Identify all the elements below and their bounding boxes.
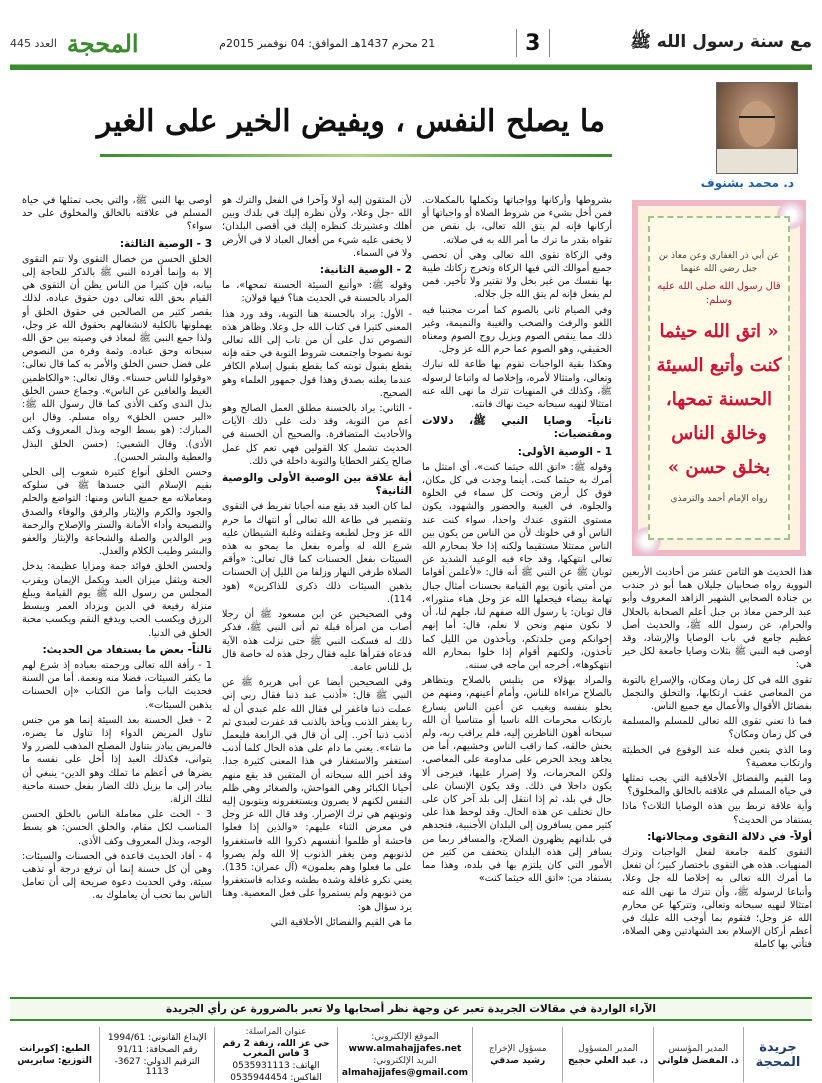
paragraph: وأية علاقة تربط بين هذه الوصايا الثلاث؟ ماذا يستفاد من الحديث؟ (622, 801, 812, 826)
column-4 (22, 194, 212, 989)
footer-address (214, 1027, 337, 1082)
author-photo (716, 82, 798, 174)
hadith-source: رواه الإمام أحمد والترمذي (670, 493, 768, 504)
section-heading: أية علاقة بين الوصية الأولى والوصية الثانية؟ (222, 472, 412, 498)
section-heading: أولاً- في دلالة التقوى ومجالاتها: (647, 830, 812, 843)
paragraph: وما الذي يتعين فعله عند الوقوع في الخطيئة وارتكاب معصية؟ (622, 744, 812, 769)
sub-heading: 2 - الوصية الثانية: (319, 264, 412, 277)
paragraph: بشروطها وأركانها وواجباتها وتكملها بالمكملات. فمن أخل بشيء من شروط الصلاة أو واجباتها أو أركانها فإنه لم يتق الله تعالى، بل نقص من تقواه بقدر ما ترك ما أمر الله به في صلاته. (422, 195, 612, 246)
list-item: 4 - أفاد الحديث قاعدة في الحسنات والسيئات: وهي أن كل حسنة إنما أن ترفع درجة أو تذهب سيئة، وفي الحديث دعوة صريحة إلى أن تعامل الناس بما تحب أن يعاملوك به. (22, 850, 212, 902)
footer-director (653, 1027, 743, 1082)
manager-label: المدير المسؤول (578, 1043, 638, 1054)
newspaper-logo: المحجة (66, 28, 139, 58)
director-name: ذ. المفضل فلواتي (657, 1055, 739, 1066)
web-label: الموقع الإلكتروني: (371, 1031, 439, 1042)
list-item: 3 - الحث على معاملة الناس بالخلق الحسن المناسب لكل مقام، والخلق الحسن: هو بسط الوجه، وبذل المعروف وكف الأذى. (22, 809, 212, 847)
paragraph: ولحسن الخلق فوائد جمة ومزايا عظيمة: يدخل الجنة ويثقل ميزان العبد ويكمل الإيمان ويقرب المجلس من رسول الله ﷺ يوم القيامة ويبلغ منزلة رفيعة في الدين ويزداد العمر ويبسط الرزق ويكسب الحب ويدفع النقم ويكسب محبة الخلق في الدنيا. (22, 561, 212, 639)
paragraph: وقوله ﷺ: «اتق الله حيثما كنت»، أي امتثل ما أمرك به حيثما كنت، أينما وجدت في كل مكان، فوق كل أرض وتحت كل سماء في الخلوة والجلوة، في الغيبة والحضور والشهود، يكون مستوى التقوى عندك واحدا، سواء كنت عند الناس أو في خلوتك لأن من الناس من يكون بين الناس ممتثلا مستقيما ولكنه إذا خلا بمحارم الله تعالى انتهكها، وقد جاء فيه الوعيد الشديد عن ثوبان ﷺ عن النبي ﷺ أنه قال: «لأعلمن أقواما من أمتي يأتون يوم القيامة بحسنات أمثال جبال تهامة بيضاء فيجعلها الله عز وجل هباء منثورا»، قال ثوبان: يا رسول الله صفهم لنا، جلهم لنا، أن لا نكون منهم ونحن لا نعلم، قال: أما إنهم إخوانكم ومن جلدتكم، ويأخذون من الليل كما تأخذون، ولكنهم أقوام إذا خلوا بمحارم الله انتهكوها»، أخرجه ابن ماجه في سننه. (422, 461, 612, 671)
paragraph: وفي الصحيحين أيضا عن أبي هريرة ﷺ عن النبي ﷺ قال: «أذنب عبد ذنبا فقال ربي إني عملت ذنبا فاغفر لي فقال الله علم عبدي أن له ربا يغفر الذنب ويأخذ بالذنب قد غفرت لعبدي ثم أذنب ذنبا آخر.. إلى أن قال في الرابعة فليعمل ما شاء». يعني ما دام على هذه الحال كلما أذنب استغفر والاستغفار في هذا المعنى كثيرة جدا. وقد أخبر الله سبحانه أن المتقين قد يقع منهم أحيانا الكبائر وهي الفواحش، والصغائر وهي ظلم النفس لكنهم لا يصرون ويستغفرونه ويتوبون إليه وتوبتهم هي ترك الإصرار. وقد قال الله عز وجل في معرض الثناء عليهم: «والذين إذا فعلوا فاحشة أو ظلموا أنفسهم ذكروا الله فاستغفروا لذنوبهم ومن يغفر الذنوب إلا الله ولم يصروا على ما فعلوا وهم يعلمون» (آل عمران: 135). يعني تكرو غافلة وشدة بطشه وعذابه فاستغفروا من ذنوبهم ولم يستمروا على فعل المعصية. وهنا يرد سؤال هو: (222, 677, 412, 913)
list-item: 2 - فعل الحسنة بعد السيئة إنما هو من جنس تناول المريض الدواء إذا تناول ما يضره، فالمريض يبادر بتناول المصلح المذهب للضرر ولا يتوانى، فكذلك العبد إذا أخل على نفسه ما يضرها في أعظم ما تملك وهو الدين- ينبغي أن يبادر إلى ما يزيل ذلك الضار بفعل حسنة ماحية لتلك الزلة. (22, 714, 212, 805)
hadith-box (632, 200, 806, 556)
paragraph: أوصى بها النبي ﷺ، والتي يجب تمثلها في حياة المسلم في علاقته بالخالق والمخلوق على حد سواء؟ (22, 195, 212, 233)
print-text: الطبع: إكوبرانت (19, 1043, 91, 1054)
layout-label: مسؤول الإخراج (488, 1043, 547, 1054)
paragraph: - الأول: يراد بالحسنة هنا التوبة، وقد ورد هذا المعنى كثيرا في كتاب الله جل وعلا. وظاهر هذه النصوص تدل على أن من تاب إلى الله تعالى توبة نصوحا واجتمعت شروط التوبة في حقه فإنه يقطع بقبول توبته كما يقطع بقبول إسلام الكافر عندما يعلنه بصدق وهذا قول جمهور العلماء وهو الصحيح. (222, 308, 412, 399)
column-3 (222, 194, 412, 989)
issn-text: الترقيم الدولي: 3627-1113 (114, 1056, 200, 1077)
article-header (10, 76, 812, 194)
photo-shirt (717, 149, 797, 173)
phone-text: الهاتف: 0535931113 (232, 1060, 320, 1071)
paragraph: التقوى كلمة جامعة لفعل الواجبات وترك المنهيات. هذه هي التقوى باختصار كبير؛ أن تفعل ما أمرك الله تعالى به إخلاصا لله جل وعلا، وأتباعا لرسوله ﷺ، وأن تترك ما نهى الله عنه امتثالا لنهيه سبحانه وتعالى، وتتركها عن محارم الله عز وجل؛ فتقوم بما أوجب الله عليك في أعظم أركان الإسلام بعد الشهادتين وهي الصلاة، فتأتي بها كاملة (622, 847, 812, 951)
paragraph: الخلق الحسن من خصال التقوى ولا تتم التقوى إلا به وإنما أفرده النبي ﷺ بالذكر للحاجة إلى بيانه، فإن كثيرا من الناس يظن أن التقوى هي القيام بحق الله تعالى دون حقوق عباده، لذلك يقصر كثير من الصالحين في حقوق الخلق أو يهملونها بالكلية لانشغالهم بحقوق الله عز وجل، ولذا جمع النبي ﷺ لمعاذ في وصيته بين حق الله سبحانه وحق عباده. وثمة وفرة من النصوص على فضل حسن الخلق والأمر به كما قال تعالى: «وقولوا للناس حسنا». وقال تعالى: «والكاظمين الغيظ والعافين عن الناس». وجماع حسن الخلق بذل الندى وكف الأذى كما قال رسول الله ﷺ: «البر حسن الخلق» رواه مسلم. وقال ابن المبارك: (هو بسط الوجه وبذل المعروف وكف الأذى). وقال الشعبي: (حسن الخلق البذل والعطية والبشر الحسن). (22, 253, 212, 463)
sub-heading: 3 - الوصية الثالثة: (119, 237, 212, 250)
paragraph: هذا الحديث هو الثامن عشر من أحاديث الأربعين النووية رواه صحابيان جليلان هما أبو ذر جندب بن جنادة الصحابي الشهير الزاهد المعروف وأبو عبد الرحمن معاذ بن جبل أعلم الصحابة بالحلال والحرام، عن رسول الله ﷺ، والحديث أصل عظيم جامع في باب الوصايا والإرشاد، وقد أوصى فيه النبي ﷺ بثلاث وصايا جامعة لكل خير هي: (622, 567, 812, 671)
issue-date: 21 محرم 1437هـ الموافق: 04 نوفمبر 2015م (219, 36, 436, 50)
title-underline (100, 154, 612, 157)
address-label: عنوان المراسلة: (245, 1026, 307, 1037)
email-label: البريد الإلكتروني: (373, 1055, 437, 1066)
paragraph: لما كان العبد قد يقع منه أحيانا تفريط في التقوى وتقصير في طاعة الله تعالى أو انتهاك ما حرم الله عز وجل لطبعه وغفلته وغلبة الشيطان عليه شرع الله له وأمره بفعل ما يمحو به هذه السيئات بفعل الحسنات كما قال تعالى: «وأقم الصلاة طرفي النهار وزلفا من الليل إن الحسنات يذهبن السيئات ذلك ذكرى للذاكرين» (هود 114). (222, 501, 412, 605)
paragraph: وما القيم والفضائل الأخلاقية التي يجب تمثلها في حياة المسلم في علاقته بالخالق والمخلوق؟ (622, 773, 812, 798)
article-title: ما يصلح النفس ، ويفيض الخير على الغير (96, 104, 606, 139)
disclaimer-text: الآراء الواردة في مقالات الجريدة تعبر عن وجهة نظر أصحابها ولا تعبر بالضرورة عن رأي الجريدة (165, 1003, 657, 1015)
hadith-narrator: عن أبي ذر الغفاري وعن معاذ بن جبل رضي الله عنهما (658, 250, 780, 275)
paragraph: والمراد بهؤلاء من يتلبس بالصلاح ويتظاهر بالصلاح مراءاة للناس، وأمام أعينهم، ومنهم من يخلو بنفسه ويغيب عن أعين الناس يسارع بارتكاب محرمات الله ناسيا أو متناسيا أن الله سبحانه أهون الناظرين إليه، فلم يراقب ربه، ولم يخش خالقه، كما راقب الناس وخشيهم، أما من يجاهد ويجد الحرص على مداومة على المعاصي، ولكن المحرمات، ولا إصرار عليها، فيرجى ألا يكون داخلا في ذلك. وقد يكون الإنسان على حال في بلد، ثم إذا انتقل إلى بلد آخر كان على حال تختلف عن هذه الحال. وقد لوحظ هذا على كثير ممن يسافرون إلى البلدان الأجنبية، فتجدهم في بلدانهم يظهرون الصلاح، والمسافر ربما من يسافر إلى هذه البلدان يتخفف من كثير من الأمور التي كان يلتزم بها في بلده، وهذا مما يستفاد من: «اتق الله حيثما كنت» (422, 675, 612, 885)
paragraph: وفي الصيام ثاني بالصوم كما أمرت مجتنبا فيه اللغو والرفث والصخب والغيبة والنميمة، وغير ذلك مما ينقص الصوم ويزيل روح الصوم ومعناه الحقيقي، وهو الصوم عما حرم الله عز وجل. (422, 304, 612, 356)
hadith-frame (648, 216, 790, 540)
footer-info (10, 1027, 812, 1082)
author-line (701, 176, 794, 190)
manager-name: د. عبد العلي حجيج (568, 1055, 648, 1066)
legal-label: الإيداع القانوني: (148, 1032, 207, 1043)
paragraph: لأن المتقون إليه أولا وآخرا في الفعل والترك هو الله -جل وعلا-، ولأن نظره إليك في بلدك وبين أهلك وعشيرتك كنظره إليك في أقصى البلدان؛ لا يخفى عليه شيء من أفعال العباد لا في الأرض ولا في السماء. (222, 195, 412, 259)
paragraph: وفي الزكاة تقوى الله تعالى وهي أن تحصي جميع أموالك التي فيها الزكاة وتخرج زكاتك طيبة بها نفسك من غير بخل ولا تقتير ولا تأخير. فمن لم يفعل فإنه لم يتق الله جل جلاله. (422, 249, 612, 301)
page-header (10, 22, 812, 64)
author-prefix: د. (783, 176, 794, 190)
section-heading: ثانياً- وصايا النبي ﷺ، دلالات ومقتضيات: (422, 415, 612, 441)
paragraph: تقوى الله في كل زمان ومكان، والإسراع بالتوبة من المعاصي عقب ارتكابها، والتخلق والتجمل بفضائل الأقوال والأعمال مع جميع الناس. (622, 674, 812, 713)
header-divider (10, 64, 812, 70)
author-name: محمد بشنوف (700, 176, 780, 190)
section-heading: ثالثاً- بعض ما يستفاد من الحديث: (42, 643, 212, 656)
fax-text: الفاكس: 0535944454 (230, 1072, 322, 1083)
hadith-text: « اتق الله حيثما كنت وأتبع السيئة الحسنة تمحها، وخالق الناس بخلق حسن » (656, 320, 782, 478)
director-label: المدير المؤسس (668, 1043, 729, 1054)
paragraph: - الثاني: يراد بالحسنة مطلق العمل الصالح وهو أعم من التوبة، وقد دلت على ذلك الآيات والأحاديث المتضافرة. والصحيح أن الحسنة في الحديث تشمل كلا القولين فهي تعم كل عمل صالح يكفر الخطايا والتوبة داخلة في ذلك. (222, 403, 412, 467)
masthead (10, 29, 139, 58)
legal-line (104, 1033, 210, 1043)
press-text: رقم الصحافة: 91/11 (117, 1044, 198, 1055)
issue-label: العدد 445 (10, 36, 57, 50)
paragraph: فما ذا تعني تقوى الله تعالى للمسلم والمسلمة في كل زمان ومكان؟ (622, 716, 812, 741)
list-item: 1 - رأفة الله تعالى ورحمته بعباده إذ شرع لهم ما يكفر السيئات، فضلا منه ونعمة. أما من السنة فحديث الباب وأما من الكتاب «إن الحسنات يذهبن السيئات». (22, 659, 212, 711)
address-text: حي عز الله، زنقة 2 رقم 3 فاس المغرب (222, 1038, 330, 1059)
column-1 (622, 194, 812, 989)
paragraph: وحسن الخلق أنواع كثيرة شعوب إلى الحلي بقيم الإسلام التي جسدها ﷺ في سلوكه ومعاملاته مع جميع الناس ومنها: التواضع والحلم والجود والكرم والإيثار والرفق والوفاء والصدق والنصيحة وأداء الأمانة والستر والإصلاح والرحمة وبر الوالدين والصلة والشجاعة والإيثار والعفو والبشر وطيب الكلام والعدل. (22, 467, 212, 558)
email-link[interactable]: almahajjafes@gmail.com (341, 1067, 469, 1078)
photo-glasses (739, 116, 775, 126)
paragraph: ما هي القيم والفضائل الأخلاقية التي (270, 916, 412, 928)
distribution-text: التوزيع: سابريس (17, 1055, 92, 1066)
disclaimer-bar (10, 997, 812, 1021)
section-title: مع سنة رسول الله ﷺ (630, 31, 812, 52)
page-digit: 3 (516, 29, 550, 57)
footer-manager (562, 1027, 652, 1082)
footer-print (10, 1027, 99, 1082)
paragraph: وهكذا بقية الواجبات تقوم بها طاعة لله تبارك وتعالى، وامتثالا لأمره، وإخلاصا له واتباعا لرسوله ﷺ، وكذلك في المنهيات تترك ما نهى الله عنه امتثالا لنهيه سبحانه حيث نهاك فانته. (422, 359, 612, 411)
layout-name: رشيد صدقي (490, 1055, 546, 1066)
website-link[interactable]: www.almahajjafes.net (348, 1043, 462, 1054)
footer-layout (472, 1027, 562, 1082)
hadith-intro: قال رسول الله صلى الله عليه وسلم: (657, 281, 781, 306)
footer-web (337, 1027, 472, 1082)
sub-heading: 1 - الوصية الأولى: (517, 445, 612, 458)
column-2 (422, 194, 612, 989)
footer-legal (99, 1027, 214, 1082)
legal-value: 1994/61 (107, 1032, 146, 1043)
paragraph: وفي الصحيحين عن ابن مسعود ﷺ أن رجلا أصاب من امرأة قبلة ثم أتى النبي ﷺ، فذكر ذلك له فسكت النبي ﷺ حتى نزلت هذه الآية فدعاه فقرأها عليه فقال رجل هذه له خاصة قال بل للناس عامة. (222, 609, 412, 673)
paragraph: وقوله ﷺ: «وأتبع السيئة الحسنة تمحها»، ما المراد بالحسنة في الحديث هنا؟ فيها قولان: (222, 280, 412, 305)
footer-brand: جريدة المحجة (743, 1027, 812, 1082)
article-body (10, 194, 812, 989)
